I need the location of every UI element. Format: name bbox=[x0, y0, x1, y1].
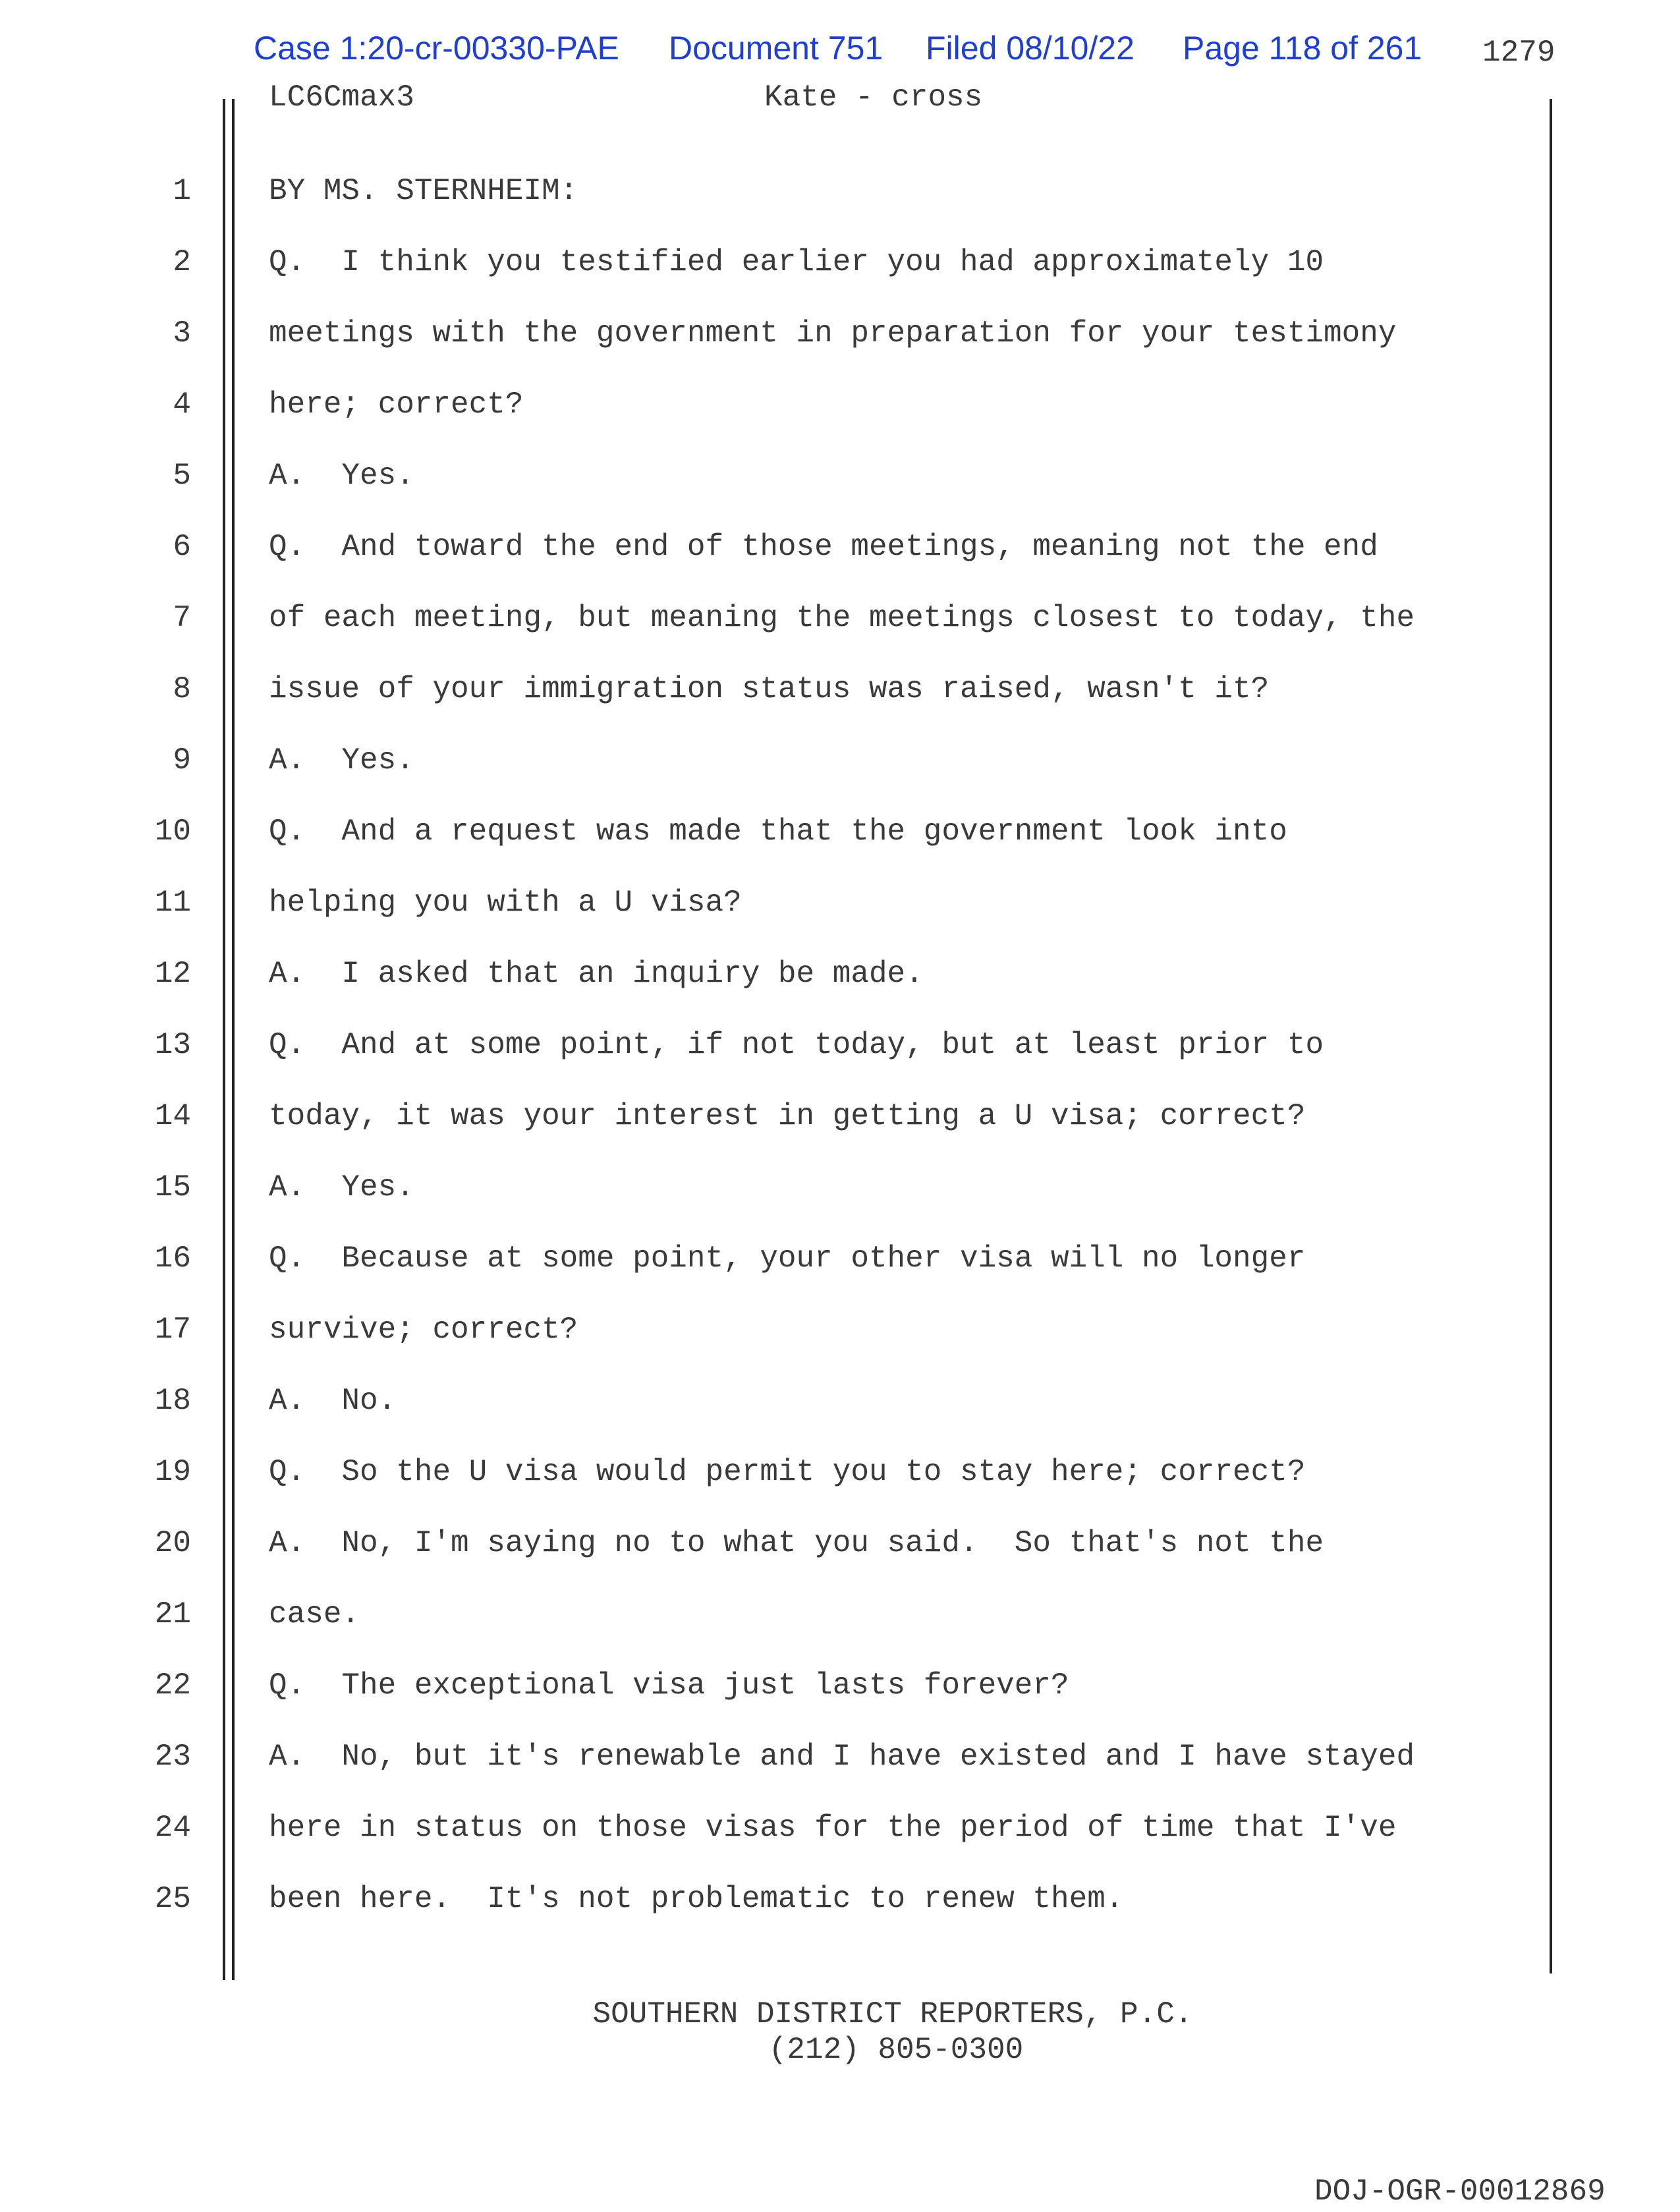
transcript-line: A. No. bbox=[269, 1384, 397, 1418]
line-number: 19 bbox=[154, 1455, 191, 1489]
line-number: 16 bbox=[154, 1241, 191, 1276]
transcript-line: Q. Because at some point, your other visa will no longer bbox=[269, 1241, 1306, 1276]
transcript-line: survive; correct? bbox=[269, 1313, 578, 1347]
right-margin-rule bbox=[1550, 99, 1552, 1973]
transcript-page-number: 1279 bbox=[1482, 36, 1555, 70]
line-number: 13 bbox=[154, 1028, 191, 1062]
line-number: 21 bbox=[154, 1597, 191, 1631]
left-margin-rule-inner bbox=[232, 99, 235, 1980]
line-number: 23 bbox=[154, 1740, 191, 1774]
filing-page-count: Page 118 of 261 bbox=[1183, 30, 1422, 67]
transcript-line: BY MS. STERNHEIM: bbox=[269, 174, 578, 208]
line-number: 1 bbox=[173, 174, 191, 208]
transcript-line: case. bbox=[269, 1597, 360, 1631]
line-number: 9 bbox=[173, 743, 191, 778]
line-number: 15 bbox=[154, 1170, 191, 1205]
reporter-name: SOUTHERN DISTRICT REPORTERS, P.C. bbox=[592, 1997, 1193, 2031]
bates-number: DOJ-OGR-00012869 bbox=[1314, 2174, 1606, 2209]
filing-case-number: Case 1:20-cr-00330-PAE bbox=[254, 30, 619, 67]
transcript-line: Q. And at some point, if not today, but at least prior to bbox=[269, 1028, 1324, 1062]
witness-heading: Kate - cross bbox=[764, 80, 983, 115]
line-number: 17 bbox=[154, 1313, 191, 1347]
transcript-line: meetings with the government in preparation for your testimony bbox=[269, 316, 1397, 351]
reporter-footer bbox=[0, 1997, 1680, 2068]
transcript-line: of each meeting, but meaning the meetings closest to today, the bbox=[269, 601, 1415, 635]
line-number: 18 bbox=[154, 1384, 191, 1418]
line-number: 2 bbox=[173, 245, 191, 279]
transcript-line: helping you with a U visa? bbox=[269, 886, 742, 920]
transcript-code: LC6Cmax3 bbox=[269, 80, 414, 115]
transcript-line: Q. So the U visa would permit you to stay here; correct? bbox=[269, 1455, 1306, 1489]
transcript-line: A. No, but it's renewable and I have existed and I have stayed bbox=[269, 1740, 1415, 1774]
transcript-line: A. Yes. bbox=[269, 743, 414, 778]
transcript-line: here in status on those visas for the period of time that I've bbox=[269, 1811, 1397, 1845]
transcript-line: A. I asked that an inquiry be made. bbox=[269, 957, 924, 991]
transcript-line: Q. The exceptional visa just lasts forever? bbox=[269, 1668, 1069, 1703]
filing-date: Filed 08/10/22 bbox=[926, 30, 1134, 67]
transcript-line: today, it was your interest in getting a U visa; correct? bbox=[269, 1099, 1306, 1133]
line-number: 10 bbox=[154, 814, 191, 849]
transcript-line: been here. It's not problematic to renew them. bbox=[269, 1882, 1124, 1916]
transcript-line: A. No, I'm saying no to what you said. So that's not the bbox=[269, 1526, 1324, 1560]
line-number: 22 bbox=[154, 1668, 191, 1703]
line-number: 4 bbox=[173, 387, 191, 422]
transcript-line: issue of your immigration status was raised, wasn't it? bbox=[269, 672, 1270, 706]
line-number: 24 bbox=[154, 1811, 191, 1845]
transcript-line: here; correct? bbox=[269, 387, 524, 422]
line-number: 3 bbox=[173, 316, 191, 351]
reporter-phone: (212) 805-0300 bbox=[768, 2033, 1024, 2067]
transcript-line: Q. And a request was made that the government look into bbox=[269, 814, 1287, 849]
line-number: 5 bbox=[173, 459, 191, 493]
line-number: 7 bbox=[173, 601, 191, 635]
line-number: 25 bbox=[154, 1882, 191, 1916]
transcript-line: A. Yes. bbox=[269, 459, 414, 493]
left-margin-rule-outer bbox=[223, 99, 225, 1980]
line-number: 11 bbox=[154, 886, 191, 920]
line-number: 12 bbox=[154, 957, 191, 991]
line-number: 6 bbox=[173, 530, 191, 564]
transcript-line: A. Yes. bbox=[269, 1170, 414, 1205]
transcript-line: Q. I think you testified earlier you had approximately 10 bbox=[269, 245, 1324, 279]
line-number: 20 bbox=[154, 1526, 191, 1560]
line-number: 14 bbox=[154, 1099, 191, 1133]
transcript-line: Q. And toward the end of those meetings, meaning not the end bbox=[269, 530, 1378, 564]
filing-document-number: Document 751 bbox=[669, 30, 883, 67]
line-number: 8 bbox=[173, 672, 191, 706]
